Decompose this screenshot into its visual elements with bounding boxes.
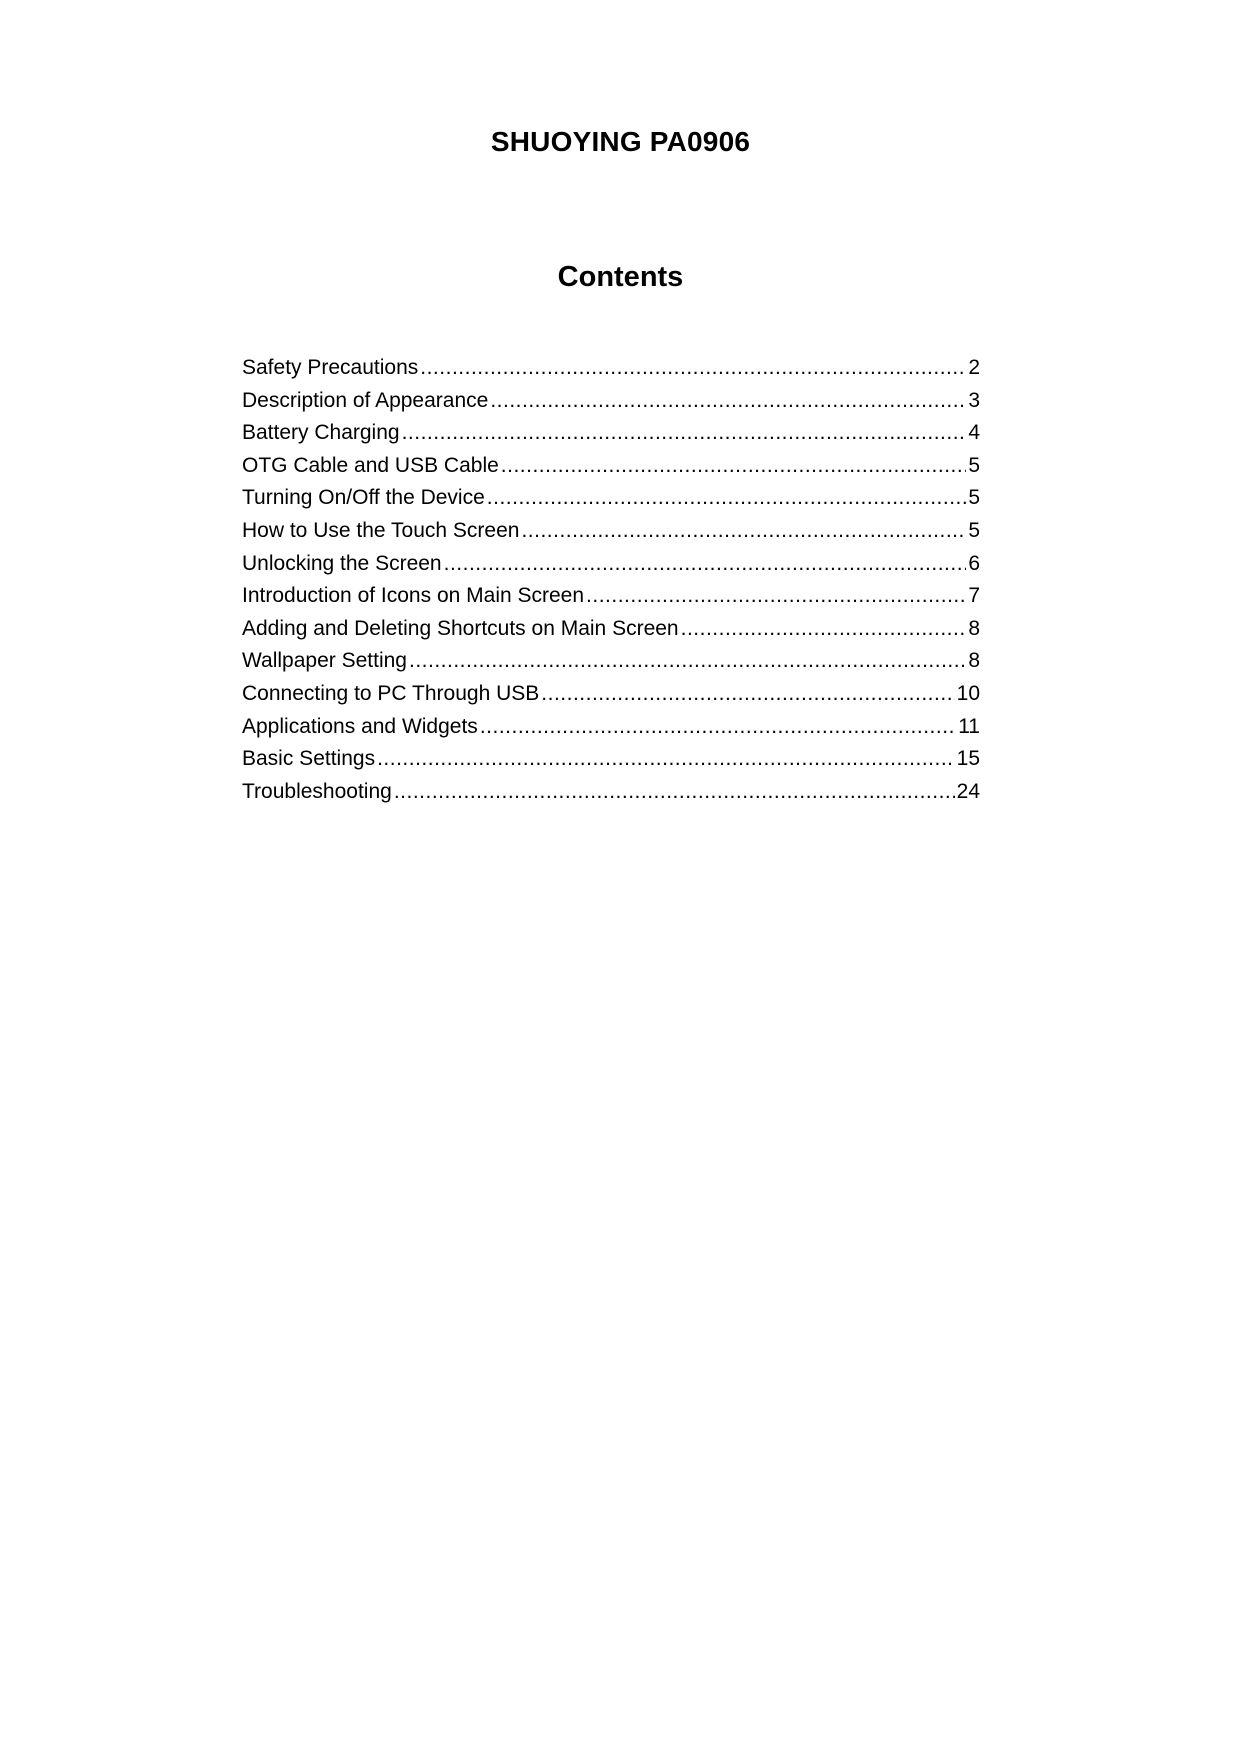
toc-entry-page: 2 <box>968 356 980 379</box>
toc-dot-leader <box>521 515 966 548</box>
toc-entry-page: 15 <box>956 747 980 771</box>
toc-entry-title: Applications and Widgets <box>242 714 478 738</box>
contents-heading: Contents <box>557 261 684 293</box>
toc-entry-page: 7 <box>968 584 980 608</box>
toc-entry-title: Adding and Deleting Shortcuts on Main Screen <box>242 616 679 640</box>
toc-entry-page: 5 <box>968 518 980 542</box>
toc-entry-title: Wallpaper Setting <box>242 649 407 673</box>
toc-entry-title: Description of Appearance <box>242 388 489 412</box>
toc-dot-leader <box>480 711 956 744</box>
toc-entry-page: 11 <box>958 714 980 738</box>
toc-entry[interactable] <box>242 678 980 711</box>
toc-entry[interactable] <box>242 580 980 613</box>
toc-entry-page: 5 <box>968 486 980 510</box>
toc-entry-page: 24 <box>956 779 980 803</box>
table-of-contents <box>242 352 980 808</box>
toc-dot-leader <box>541 678 954 711</box>
toc-entry-title: Troubleshooting <box>242 779 392 803</box>
toc-entry[interactable] <box>242 776 980 809</box>
toc-entry-page: 4 <box>968 421 980 445</box>
toc-entry-page: 8 <box>968 649 980 673</box>
toc-dot-leader <box>490 385 966 418</box>
toc-dot-leader <box>402 417 967 450</box>
toc-dot-leader <box>444 548 967 581</box>
toc-entry-title: Introduction of Icons on Main Screen <box>242 584 585 608</box>
toc-entry[interactable] <box>242 645 980 678</box>
toc-entry-page: 10 <box>956 681 980 705</box>
toc-entry[interactable] <box>242 711 980 744</box>
toc-dot-leader <box>394 776 955 809</box>
toc-entry-page: 6 <box>968 551 980 575</box>
toc-entry[interactable] <box>242 352 980 385</box>
toc-entry[interactable] <box>242 743 980 776</box>
toc-dot-leader <box>501 450 967 483</box>
toc-dot-leader <box>586 580 966 613</box>
toc-entry[interactable] <box>242 450 980 483</box>
toc-entry-title: How to Use the Touch Screen <box>242 518 520 542</box>
toc-entry-page: 3 <box>968 388 980 412</box>
toc-entry-title: Unlocking the Screen <box>242 551 442 575</box>
toc-dot-leader <box>420 352 966 385</box>
toc-entry-page: 8 <box>968 616 980 640</box>
toc-dot-leader <box>487 482 967 515</box>
toc-entry-title: Turning On/Off the Device <box>242 486 485 510</box>
toc-entry[interactable] <box>242 548 980 581</box>
toc-entry[interactable] <box>242 385 980 418</box>
toc-entry[interactable] <box>242 515 980 548</box>
toc-dot-leader <box>377 743 955 776</box>
toc-entry-title: Basic Settings <box>242 747 376 771</box>
toc-dot-leader <box>409 645 966 678</box>
toc-entry-title: Battery Charging <box>242 421 400 445</box>
toc-entry-title: OTG Cable and USB Cable <box>242 453 499 477</box>
document-title: SHUOYING PA0906 <box>490 126 751 157</box>
toc-entry-title: Connecting to PC Through USB <box>242 681 540 705</box>
toc-entry[interactable] <box>242 482 980 515</box>
toc-dot-leader <box>681 613 967 646</box>
toc-entry[interactable] <box>242 417 980 450</box>
toc-entry-title: Safety Precautions <box>242 356 419 379</box>
toc-entry-page: 5 <box>968 453 980 477</box>
toc-entry[interactable] <box>242 613 980 646</box>
